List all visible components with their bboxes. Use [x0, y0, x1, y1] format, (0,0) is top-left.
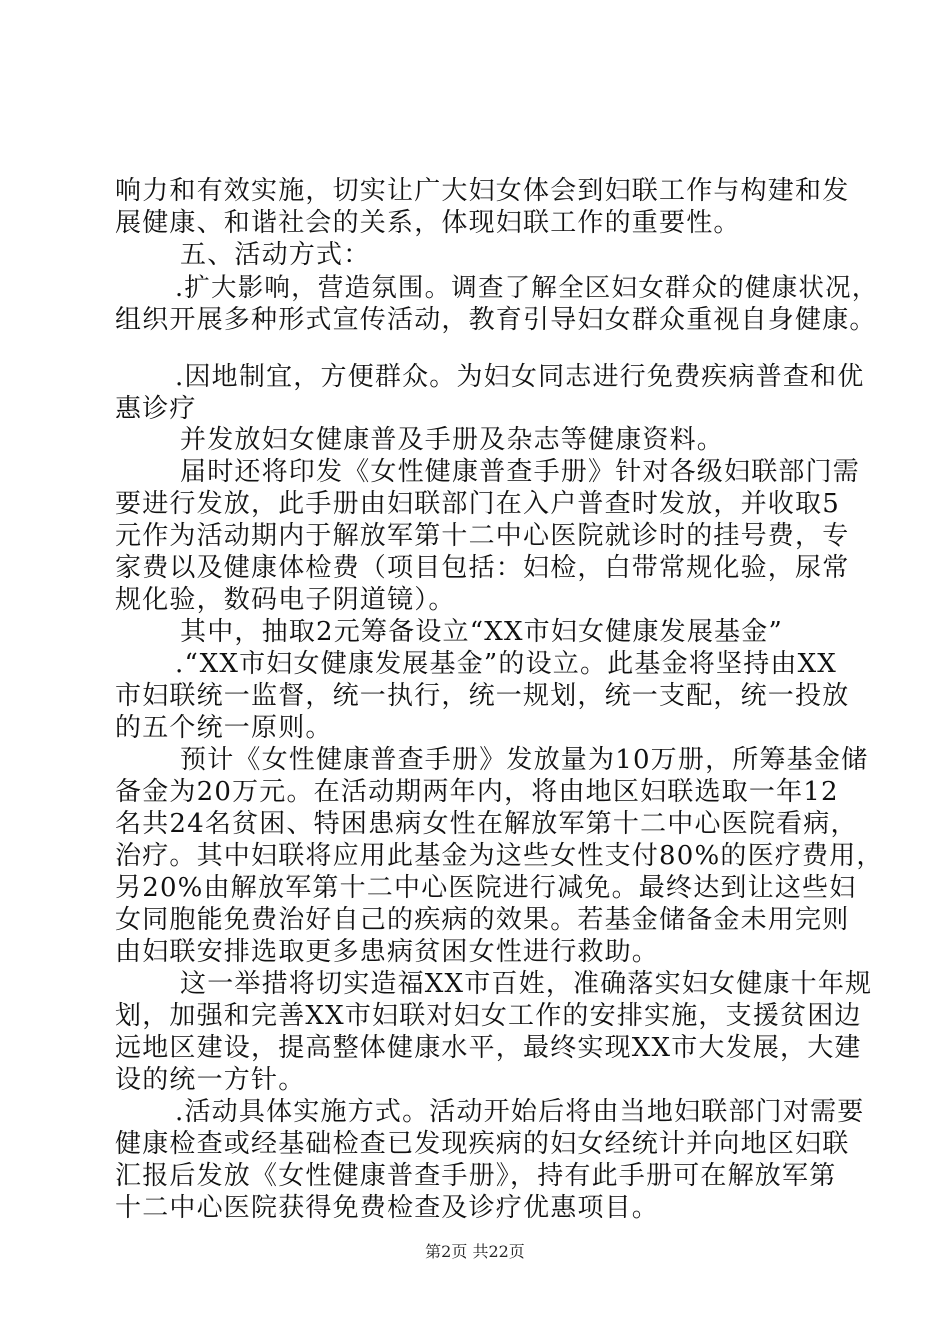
text-line: 女同胞能免费治好自己的疾病的效果。若基金储备金未用完则 — [115, 905, 850, 935]
text-line: 规化验，数码电子阴道镜）。 — [115, 585, 456, 615]
text-line: 设的统一方针。 — [115, 1065, 306, 1095]
text-line: 的五个统一原则。 — [115, 713, 333, 743]
text-line: 响力和有效实施，切实让广大妇女体会到妇联工作与构建和发 — [115, 176, 850, 206]
text-line: 另20%由解放军第十二中心医院进行减免。最终达到让这些妇 — [115, 873, 857, 903]
text-line: 五、活动方式： — [180, 240, 371, 270]
text-line: 预计《女性健康普查手册》发放量为10万册，所筹基金储 — [180, 745, 869, 775]
text-line: 远地区建设，提高整体健康水平，最终实现XX市大发展，大建 — [115, 1033, 862, 1063]
text-line: 其中，抽取2元筹备设立“XX市妇女健康发展基金” — [180, 617, 783, 647]
text-line: 汇报后发放《女性健康普查手册》，持有此手册可在解放军第 — [115, 1161, 837, 1191]
text-line: 名共24名贫困、特困患病女性在解放军第十二中心医院看病， — [115, 809, 858, 839]
text-line: 要进行发放，此手册由妇联部门在入户普查时发放，并收取5 — [115, 489, 840, 519]
text-line: 划，加强和完善XX市妇联对妇女工作的安排实施，支援贫困边 — [115, 1001, 862, 1031]
text-line: 由妇联安排选取更多患病贫困女性进行救助。 — [115, 937, 660, 967]
text-line: 惠诊疗 — [115, 394, 197, 424]
text-line: 治疗。其中妇联将应用此基金为这些女性支付80%的医疗费用， — [115, 841, 884, 871]
text-line: 组织开展多种形式宣传活动，教育引导妇女群众重视自身健康。 — [115, 305, 877, 335]
text-line: .活动具体实施方式。活动开始后将由当地妇联部门对需要 — [175, 1097, 865, 1127]
text-line: 展健康、和谐社会的关系，体现妇联工作的重要性。 — [115, 208, 741, 238]
text-line: 健康检查或经基础检查已发现疾病的妇女经统计并向地区妇联 — [115, 1129, 850, 1159]
text-line: 这一举措将切实造福XX市百姓，准确落实妇女健康十年规 — [180, 969, 873, 999]
page-footer: 第2页 共22页 — [425, 1242, 525, 1261]
text-line: 届时还将印发《女性健康普查手册》针对各级妇联部门需 — [180, 457, 861, 487]
text-line: .扩大影响，营造氛围。调查了解全区妇女群众的健康状况， — [175, 273, 879, 303]
text-line: 元作为活动期内于解放军第十二中心医院就诊时的挂号费，专 — [115, 521, 850, 551]
text-line: 十二中心医院获得免费检查及诊疗优惠项目。 — [115, 1193, 660, 1223]
text-line: 家费以及健康体检费（项目包括：妇检，白带常规化验，尿常 — [115, 553, 850, 583]
text-line: .因地制宜，方便群众。为妇女同志进行免费疾病普查和优 — [175, 362, 865, 392]
text-line: 并发放妇女健康普及手册及杂志等健康资料。 — [180, 425, 725, 455]
text-line: 备金为20万元。在活动期两年内，将由地区妇联选取一年12 — [115, 777, 839, 807]
text-line: 市妇联统一监督，统一执行，统一规划，统一支配，统一投放 — [115, 681, 850, 711]
text-line: .“XX市妇女健康发展基金”的设立。此基金将坚持由XX — [175, 649, 838, 679]
